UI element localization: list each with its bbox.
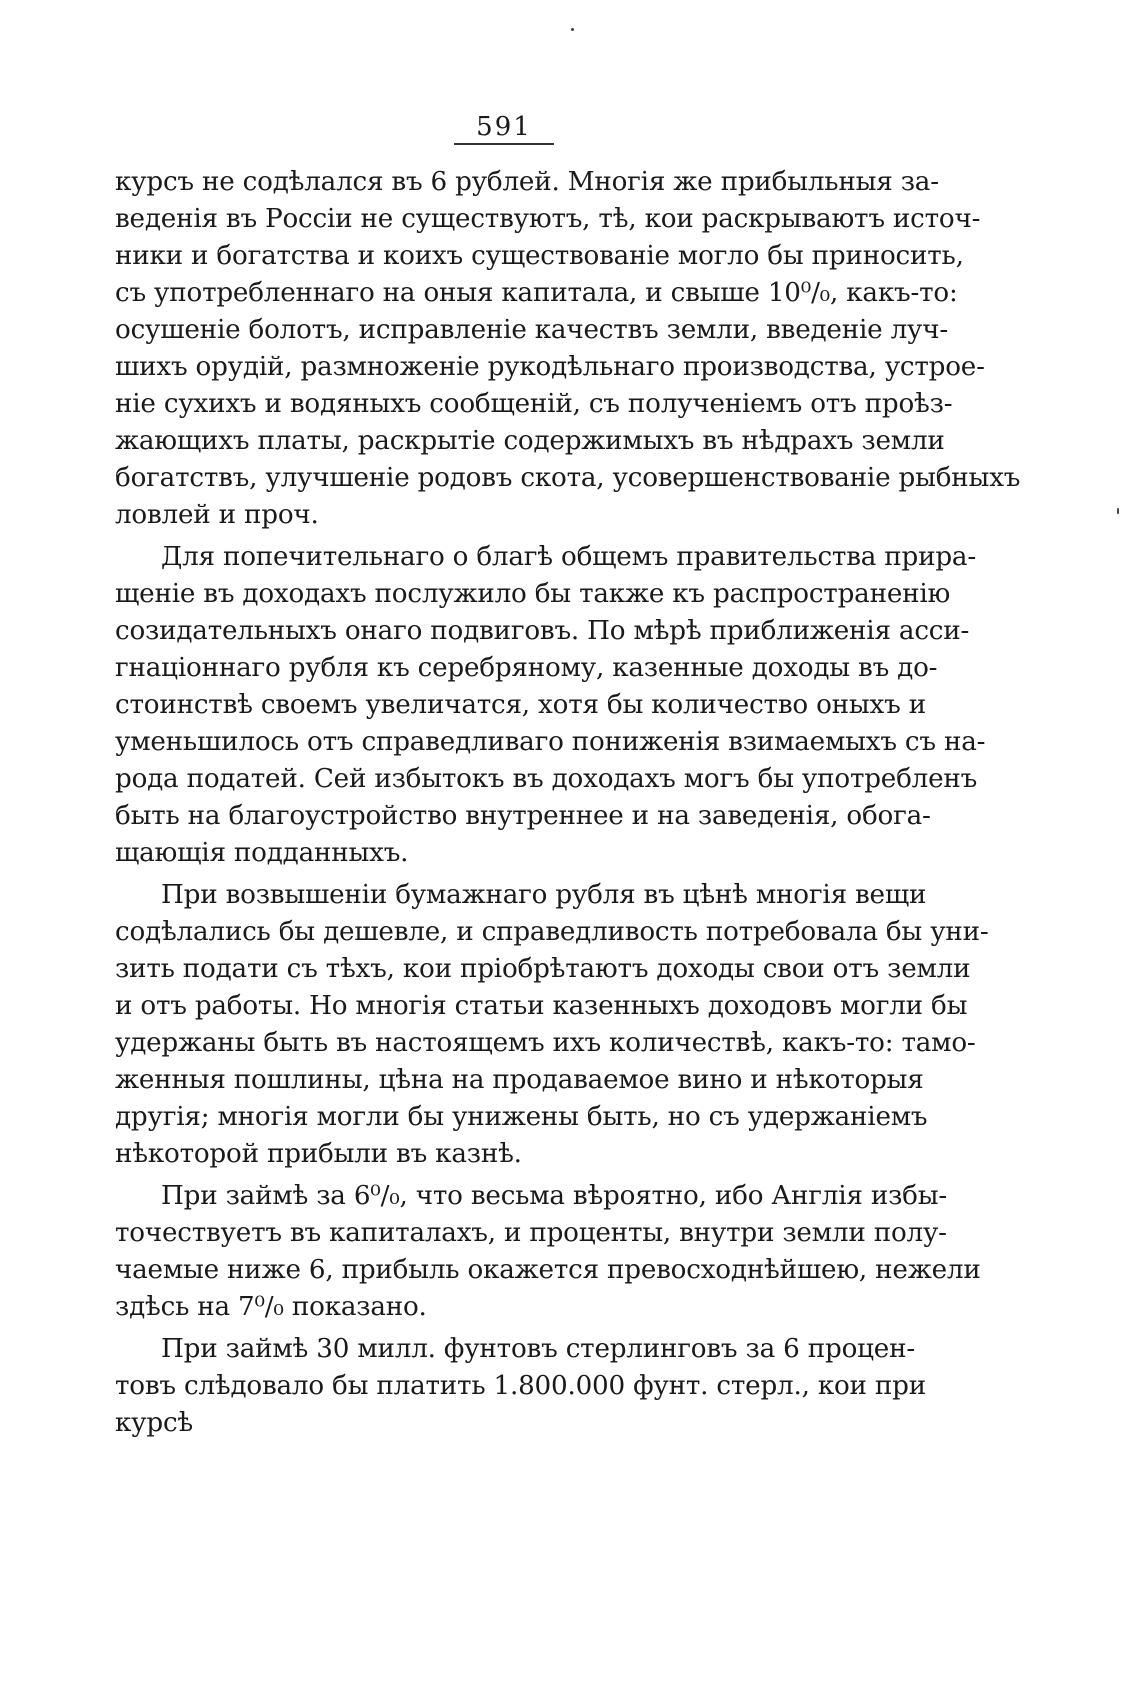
text-line: чаемые ниже 6, прибыль окажется превосходнѣйшею, нежели bbox=[115, 1255, 981, 1285]
text-line: удержаны быть въ настоящемъ ихъ количествѣ, какъ-то: тамо- bbox=[115, 1028, 976, 1058]
text-line: товъ слѣдовало бы платить 1.800.000 фунт. стерл., кои при bbox=[115, 1371, 927, 1401]
text-line: богатствъ, улучшеніе родовъ скота, усовершенствованіе рыбныхъ bbox=[115, 463, 1021, 493]
text-line: щающія подданныхъ. bbox=[115, 838, 409, 868]
text-line: быть на благоустройство внутреннее и на заведенія, обога- bbox=[115, 801, 931, 831]
text-line: гнаціоннаго рубля къ серебряному, казенные доходы въ до- bbox=[115, 653, 938, 683]
text-line: уменьшилось отъ справедливаго пониженія взимаемыхъ съ на- bbox=[115, 727, 986, 757]
text-line: рода податей. Сей избытокъ въ доходахъ могъ бы употребленъ bbox=[115, 764, 978, 794]
text-line: содѣлались бы дешевле, и справедливость потребовала бы уни- bbox=[115, 917, 989, 947]
text-line: точествуетъ въ капиталахъ, и проценты, внутри земли полу- bbox=[115, 1218, 947, 1248]
text-line: щеніе въ доходахъ послужило бы также къ распространенію bbox=[115, 579, 951, 609]
paragraph-first-line: При займѣ 30 милл. фунтовъ стерлинговъ за 6 процен- bbox=[161, 1334, 915, 1364]
text-line: женныя пошлины, цѣна на продаваемое вино и нѣкоторыя bbox=[115, 1065, 924, 1095]
page-number-rule bbox=[454, 143, 554, 145]
text-line: другія; многія могли бы унижены быть, но съ удержаніемъ bbox=[115, 1102, 928, 1132]
text-line: и отъ работы. Но многія статьи казенныхъ доходовъ могли бы bbox=[115, 991, 968, 1021]
text-line: жающихъ платы, раскрытіе содержимыхъ въ нѣдрахъ земли bbox=[115, 426, 945, 456]
text-line: зить подати съ тѣхъ, кои пріобрѣтаютъ доходы свои отъ земли bbox=[115, 954, 971, 984]
text-line: осушеніе болотъ, исправленіе качествъ земли, введеніе луч- bbox=[115, 315, 948, 345]
text-line: здѣсь на 7⁰/₀ показано. bbox=[115, 1292, 427, 1322]
text-line: созидательныхъ онаго подвиговъ. По мѣрѣ приближенія асси- bbox=[115, 616, 970, 646]
text-line: ніе сухихъ и водяныхъ сообщеній, съ полученіемъ отъ проѣз- bbox=[115, 389, 953, 419]
text-line: ники и богатства и коихъ существованіе могло бы приносить, bbox=[115, 241, 964, 271]
paragraph-first-line: При займѣ за 6⁰/₀, что весьма вѣроятно, ибо Англія избы- bbox=[161, 1181, 948, 1211]
text-line: курсъ не содѣлался въ 6 рублей. Многія же прибыльныя за- bbox=[115, 167, 939, 197]
scan-speck bbox=[571, 28, 574, 31]
text-line: курсѣ bbox=[115, 1408, 193, 1438]
paragraph-first-line: При возвышеніи бумажнаго рубля въ цѣнѣ многія вещи bbox=[161, 880, 927, 910]
page-number: 591 bbox=[476, 112, 532, 142]
text-line: ловлей и проч. bbox=[115, 500, 319, 530]
text-line: шихъ орудій, размноженіе рукодѣльнаго производства, устрое- bbox=[115, 352, 985, 382]
scan-speck bbox=[1117, 508, 1119, 514]
paragraph-first-line: Для попечительнаго о благѣ общемъ правительства прира- bbox=[161, 542, 976, 572]
text-line: съ употребленнаго на оныя капитала, и свыше 10⁰/₀, какъ-то: bbox=[115, 278, 958, 308]
text-line: нѣкоторой прибыли въ казнѣ. bbox=[115, 1139, 522, 1169]
text-line: стоинствѣ своемъ увеличатся, хотя бы количество оныхъ и bbox=[115, 690, 926, 720]
text-line: веденія въ Россіи не существуютъ, тѣ, кои раскрываютъ источ- bbox=[115, 204, 981, 234]
